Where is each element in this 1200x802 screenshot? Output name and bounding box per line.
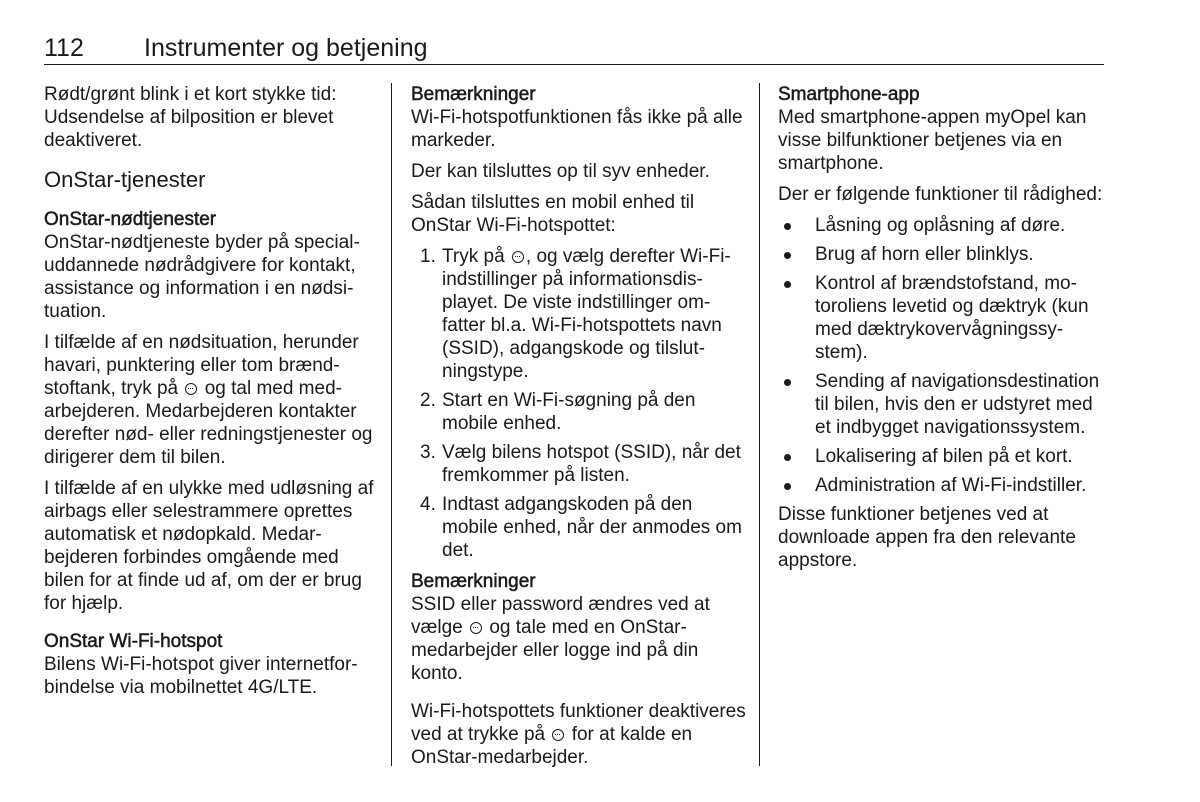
- subsection-heading: Smartphone-app: [778, 84, 920, 105]
- column-3: [778, 83, 1108, 580]
- feature-list: [778, 214, 1108, 497]
- note-title: Bemærkninger: [411, 571, 536, 592]
- subsection-heading: OnStar-nødtjenester: [44, 209, 217, 230]
- list-item: 3. Vælg bilens hotspot (SSID), når det fremkommer på listen.: [420, 442, 741, 486]
- column-2: [411, 83, 746, 777]
- note-text: SSID eller password ændres ved at vælge og tale med en OnStar-medarbejder eller logge ind på din konto.: [411, 594, 710, 684]
- list-item: 4. Indtast adgangskoden på den mobile enhed, når der anmodes om det.: [420, 494, 742, 561]
- list-item: Kontrol af brændstofstand, motoroliens levetid og dæktryk (kun med dæktrykovervågningssystem).: [778, 272, 1108, 364]
- paragraph: I tilfælde af en ulykke med udløsning af airbags eller selestrammere oprettes automatisk et nødopkald. Medarbejderen forbindes omgående med bilen for at finde ud af, om der er brug for hjælp.: [44, 478, 374, 614]
- onstar-button-icon: [552, 729, 564, 741]
- page-number: 112: [44, 34, 84, 62]
- steps-list: [411, 245, 746, 562]
- bullet-icon: [784, 454, 791, 461]
- paragraph: I tilfælde af en nødsituation, herunder havari, punktering eller tom brændstoftank, tryk på og tal med medarbejderen. Medarbejderen kontakter derefter nød- eller redningstjenester og dirigerer dem til bilen.: [44, 332, 373, 468]
- onstar-button-icon: [512, 251, 524, 263]
- column-1: [44, 83, 376, 707]
- bullet-icon: [784, 483, 791, 490]
- list-item: Låsning og oplåsning af døre.: [778, 214, 1108, 237]
- list-item: 2. Start en Wi-Fi-søgning på den mobile enhed.: [420, 390, 696, 434]
- onstar-button-icon: [470, 622, 482, 634]
- paragraph: Med smartphone-appen myOpel kan visse bilfunktioner betjenes via en smartphone.: [778, 107, 1087, 174]
- column-divider-2: [759, 83, 760, 766]
- sos-button-icon: [185, 383, 197, 395]
- list-item: Sending af navigationsdestination til bilen, hvis den er udstyret med et indbygget navigationssystem.: [778, 370, 1108, 439]
- paragraph: Sådan tilsluttes en mobil enhed til OnStar Wi-Fi-hotspottet:: [411, 192, 695, 236]
- note-title: Bemærkninger: [411, 84, 536, 105]
- paragraph: Wi-Fi-hotspottets funktioner deaktiveres ved at trykke på for at kalde en OnStar-medarbejder.: [411, 701, 746, 768]
- paragraph: OnStar-nødtjeneste byder på specialuddannede nødrådgivere for kontakt, assistance og information i en nødsituation.: [44, 232, 360, 322]
- subsection-heading: OnStar Wi-Fi-hotspot: [44, 631, 223, 652]
- chapter-title: Instrumenter og betjening: [144, 34, 428, 62]
- paragraph: Disse funktioner betjenes ved at downloade appen fra den relevante appstore.: [778, 504, 1076, 571]
- bullet-icon: [784, 281, 791, 288]
- paragraph: Der kan tilsluttes op til syv enheder.: [411, 161, 710, 182]
- list-item: Administration af Wi-Fi-indstiller.: [778, 474, 1108, 497]
- column-divider-1: [391, 83, 392, 766]
- paragraph: Bilens Wi-Fi-hotspot giver internetforbindelse via mobilnettet 4G/LTE.: [44, 654, 358, 698]
- paragraph: Der er følgende funktioner til rådighed:: [778, 184, 1103, 205]
- list-item: Brug af horn eller blinklys.: [778, 243, 1108, 266]
- bullet-icon: [784, 252, 791, 259]
- bullet-icon: [784, 379, 791, 386]
- bullet-icon: [784, 223, 791, 230]
- note-text: Wi-Fi-hotspotfunktionen fås ikke på alle markeder.: [411, 107, 743, 151]
- page-header: [44, 34, 1104, 65]
- paragraph: Rødt/grønt blink i et kort stykke tid: Udsendelse af bilposition er blevet deaktiveret.: [44, 84, 337, 151]
- list-item: 1. Tryk på , og vælg derefter Wi-Fi-indstillinger på informationsdisplayet. De viste indstillinger omfatter bl.a. Wi-Fi-hotspottets navn (SSID), adgangskode og tilslutningstype.: [420, 246, 731, 382]
- list-item: Lokalisering af bilen på et kort.: [778, 445, 1108, 468]
- section-heading: OnStar-tjenester: [44, 167, 206, 192]
